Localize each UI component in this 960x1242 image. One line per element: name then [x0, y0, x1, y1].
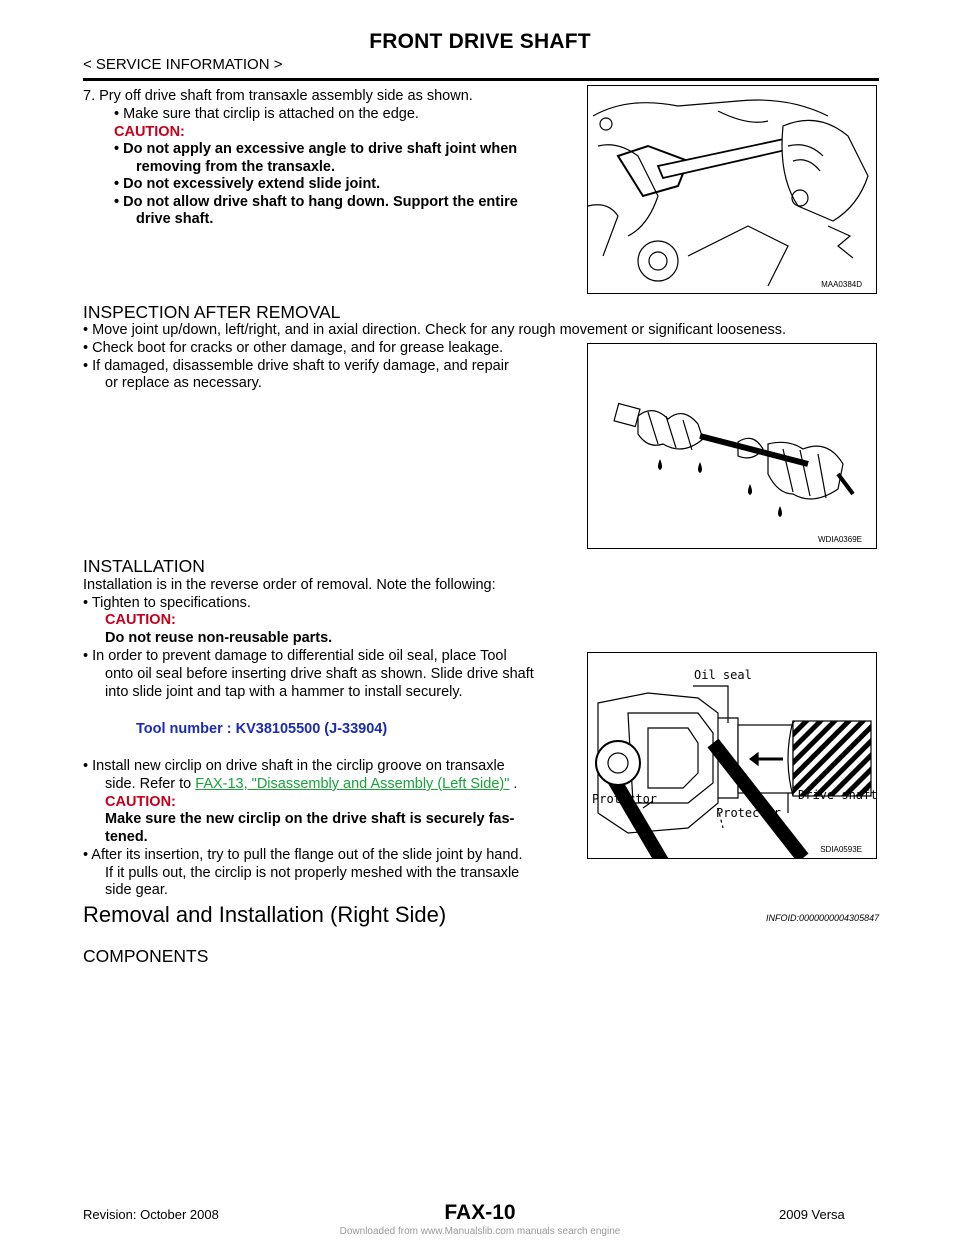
- pry-illustration: [588, 86, 876, 293]
- caution-item: removing from the transaxle.: [136, 159, 336, 175]
- oil-seal-label: Oil seal: [694, 668, 752, 682]
- caution-text: Make sure the new circlip on the drive shaft is securely fas-: [105, 811, 515, 827]
- figure-code: SDIA0593E: [820, 845, 862, 854]
- protector-label: Protector: [592, 792, 658, 806]
- tool-number: Tool number : KV38105500 (J-33904): [136, 721, 388, 737]
- caution-item: • Do not excessively extend slide joint.: [114, 176, 381, 192]
- refer-end: .: [509, 776, 518, 792]
- watermark: Downloaded from www.Manualslib.com manuals search engine: [339, 1226, 621, 1237]
- circlip-line: • Install new circlip on drive shaft in the circlip groove on transaxle: [83, 758, 505, 774]
- protector-label: Protector: [716, 806, 782, 820]
- drive-shaft-label: Drive shaft: [798, 788, 876, 802]
- tighten-item: • Tighten to specifications.: [83, 595, 251, 611]
- protect-line: into slide joint and tap with a hammer to install securely.: [105, 684, 463, 700]
- after-line: If it pulls out, the circlip is not properly meshed with the transaxle: [105, 865, 520, 881]
- installation-intro: Installation is in the reverse order of removal. Note the following:: [83, 577, 496, 593]
- refer-text: side. Refer to: [105, 776, 196, 792]
- page-number: FAX-10: [444, 1201, 516, 1224]
- figure-pry-drive-shaft: [587, 85, 877, 294]
- info-id: INFOID:0000000004305847: [766, 913, 880, 923]
- inspection-item: or replace as necessary.: [105, 375, 262, 391]
- caution-label: CAUTION:: [105, 612, 176, 628]
- caution-item: • Do not apply an excessive angle to drive shaft joint when: [114, 141, 518, 157]
- section-label: < SERVICE INFORMATION >: [83, 56, 283, 73]
- caution-label: CAUTION:: [105, 794, 176, 810]
- cross-reference-link[interactable]: FAX-13, "Disassembly and Assembly (Left Side)": [195, 776, 510, 792]
- page-title: FRONT DRIVE SHAFT: [369, 30, 591, 53]
- components-heading: COMPONENTS: [83, 946, 209, 966]
- caution-item: • Do not allow drive shaft to hang down. Support the entire: [114, 194, 518, 210]
- protect-line: onto oil seal before inserting drive shaft as shown. Slide drive shaft: [105, 666, 534, 682]
- header-rule: [83, 78, 879, 81]
- caution-text: tened.: [105, 829, 148, 845]
- caution-text: Do not reuse non-reusable parts.: [105, 630, 333, 646]
- figure-code: MAA0384D: [821, 280, 862, 289]
- revision-date: Revision: October 2008: [83, 1207, 219, 1222]
- drive-shaft-illustration: [588, 344, 876, 548]
- oil-seal-illustration: [588, 653, 876, 858]
- step7-line: 7. Pry off drive shaft from transaxle assembly side as shown.: [83, 88, 473, 104]
- circlip-refer: [105, 776, 517, 793]
- after-line: • After its insertion, try to pull the flange out of the slide joint by hand.: [83, 847, 523, 863]
- figure-code: WDIA0369E: [817, 535, 862, 544]
- inspection-heading: INSPECTION AFTER REMOVAL: [83, 302, 341, 322]
- section-heading: Removal and Installation (Right Side): [83, 902, 447, 927]
- figure-oil-seal-protector: [587, 652, 877, 859]
- step7-bullet: • Make sure that circlip is attached on the edge.: [114, 106, 419, 122]
- figure-drive-shaft-inspection: [587, 343, 877, 549]
- after-line: side gear.: [105, 882, 168, 898]
- inspection-item: • If damaged, disassemble drive shaft to verify damage, and repair: [83, 358, 509, 374]
- inspection-item: • Check boot for cracks or other damage, and for grease leakage.: [83, 340, 504, 356]
- installation-heading: INSTALLATION: [83, 556, 205, 576]
- protect-line: • In order to prevent damage to differential side oil seal, place Tool: [83, 648, 507, 664]
- model-year: 2009 Versa: [779, 1207, 845, 1222]
- inspection-item: • Move joint up/down, left/right, and in axial direction. Check for any rough movement or significant looseness.: [83, 322, 787, 338]
- caution-label: CAUTION:: [114, 124, 185, 140]
- caution-item: drive shaft.: [136, 211, 214, 227]
